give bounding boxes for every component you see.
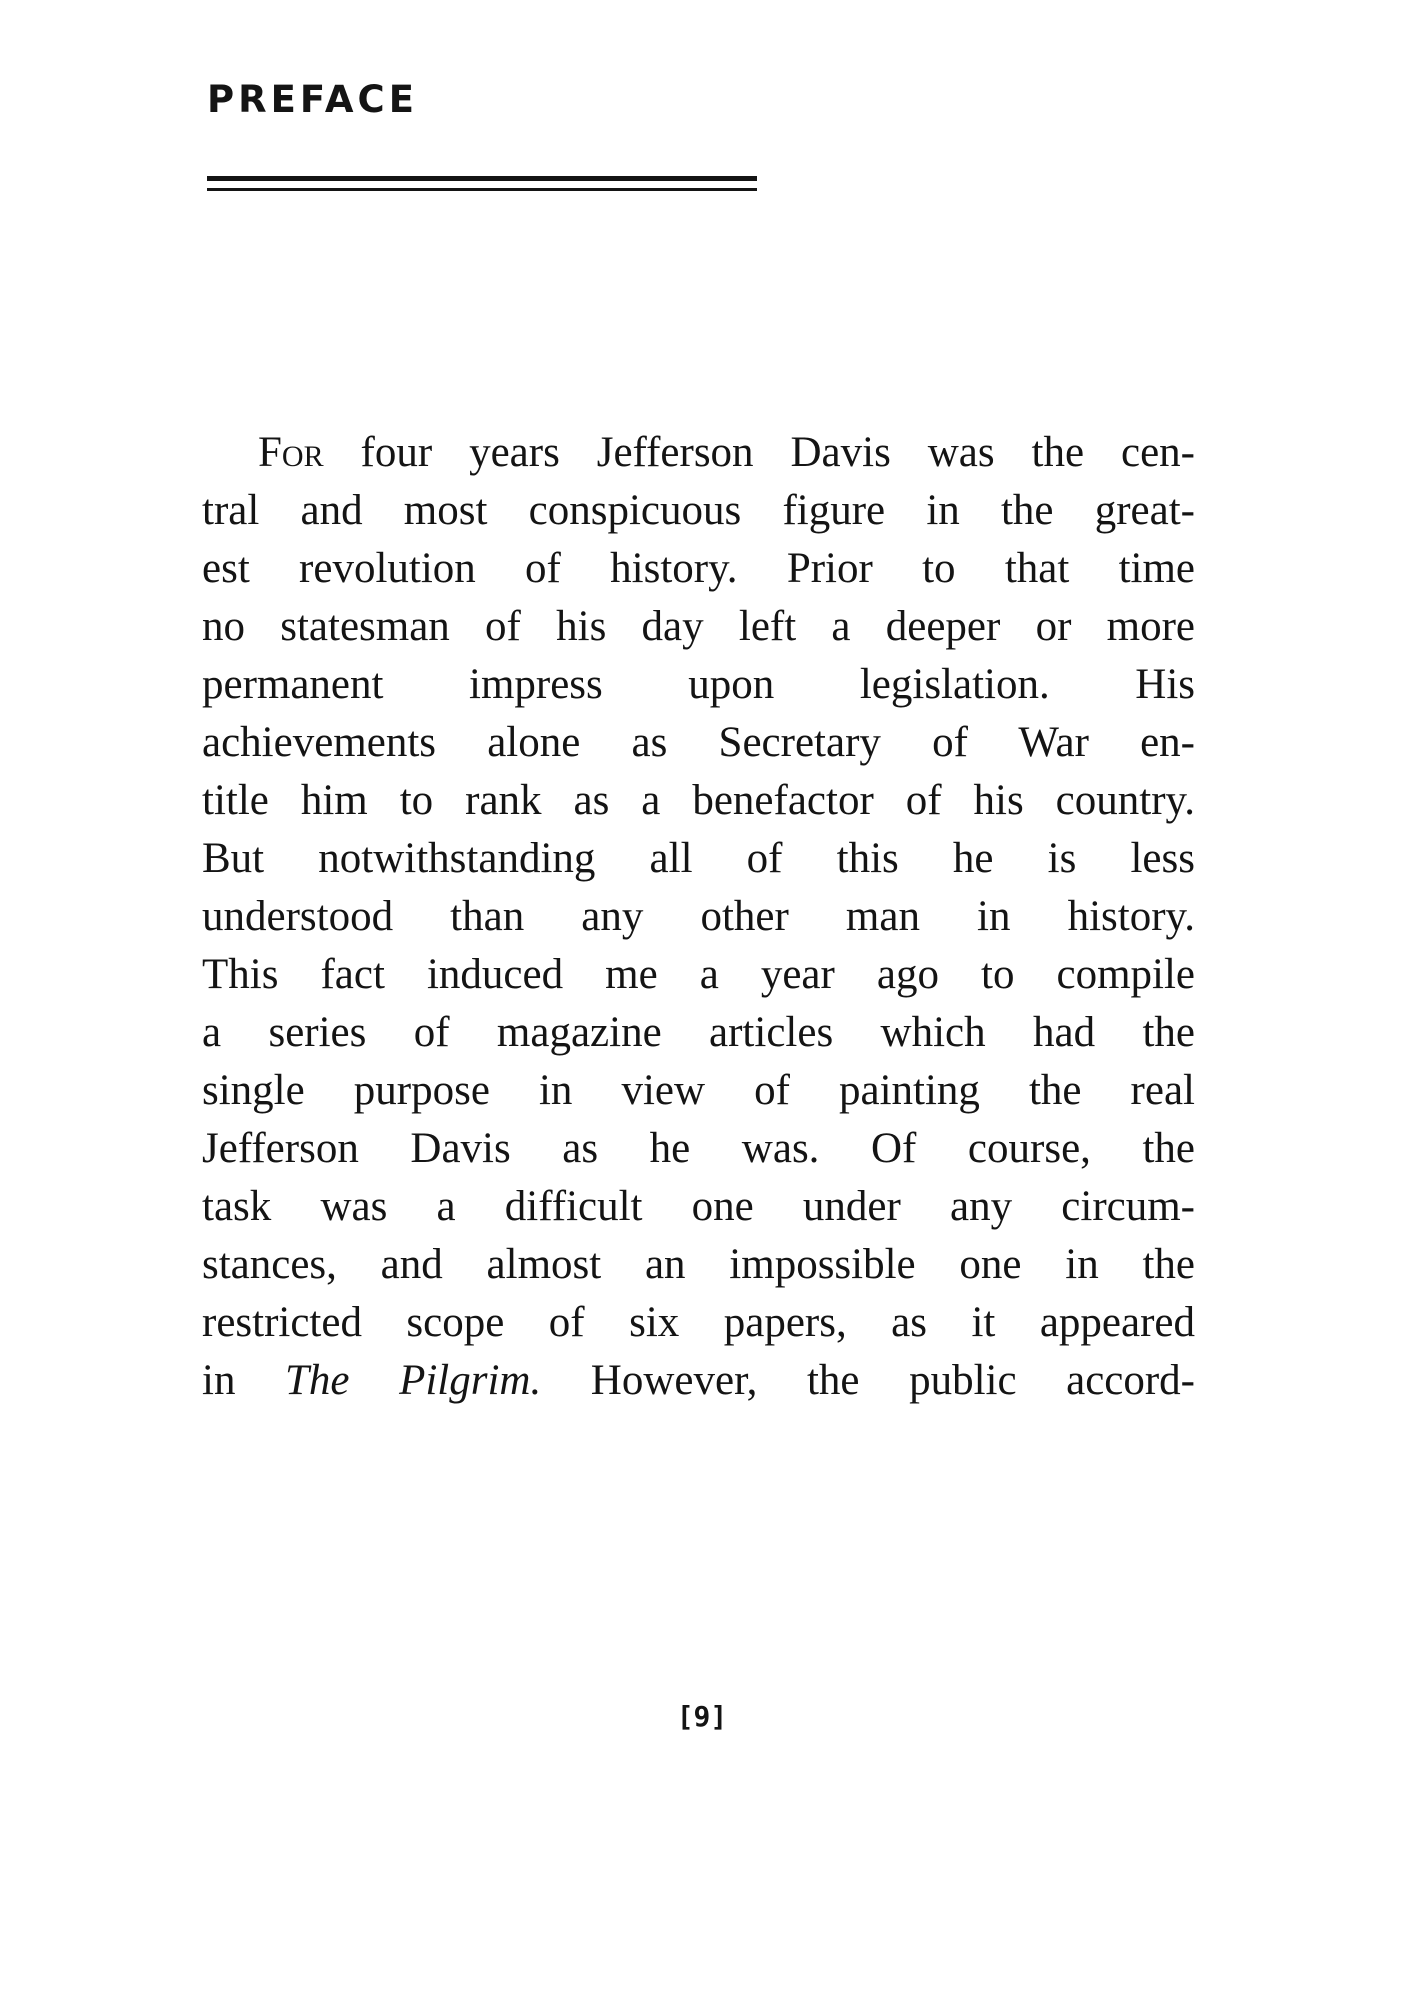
text-line-14: task was a difficult one under any circum-	[202, 1183, 1195, 1230]
text-line-3: est revolution of history. Prior to that time	[202, 545, 1195, 592]
text-line-13: Jefferson Davis as he was. Of course, the	[202, 1125, 1195, 1172]
text-line-1-rest: four years Jefferson Davis was the cen-	[323, 429, 1195, 476]
heading-rule-thick	[207, 176, 757, 181]
text-line-17	[202, 1351, 1195, 1411]
text-line-6: achievements alone as Secretary of War en-	[202, 719, 1195, 766]
text-line-2: tral and most conspicuous figure in the great-	[202, 487, 1195, 534]
heading-rule-thin	[207, 188, 757, 191]
text-line-5: permanent impress upon legislation. His	[202, 661, 1195, 708]
text-line-9: understood than any other man in history.	[202, 893, 1195, 940]
text-line-17-pre: in	[202, 1357, 286, 1404]
text-line-1	[258, 423, 1195, 483]
text-line-16: restricted scope of six papers, as it appeared	[202, 1299, 1195, 1346]
text-line-4: no statesman of his day left a deeper or more	[202, 603, 1195, 650]
text-line-17-post: However, the public accord-	[541, 1357, 1196, 1404]
text-line-11: a series of magazine articles which had the	[202, 1009, 1195, 1056]
periodical-title: The Pilgrim.	[285, 1357, 542, 1404]
text-line-15: stances, and almost an impossible one in the	[202, 1241, 1195, 1288]
text-line-12: single purpose in view of painting the real	[202, 1067, 1195, 1114]
text-line-10: This fact induced me a year ago to compile	[202, 951, 1195, 998]
page-number: [9]	[676, 1700, 728, 1733]
drop-word: For	[258, 429, 324, 476]
running-head: PREFACE	[207, 78, 418, 121]
text-line-8: But notwithstanding all of this he is less	[202, 835, 1195, 882]
text-line-7: title him to rank as a benefactor of his country.	[202, 777, 1195, 824]
